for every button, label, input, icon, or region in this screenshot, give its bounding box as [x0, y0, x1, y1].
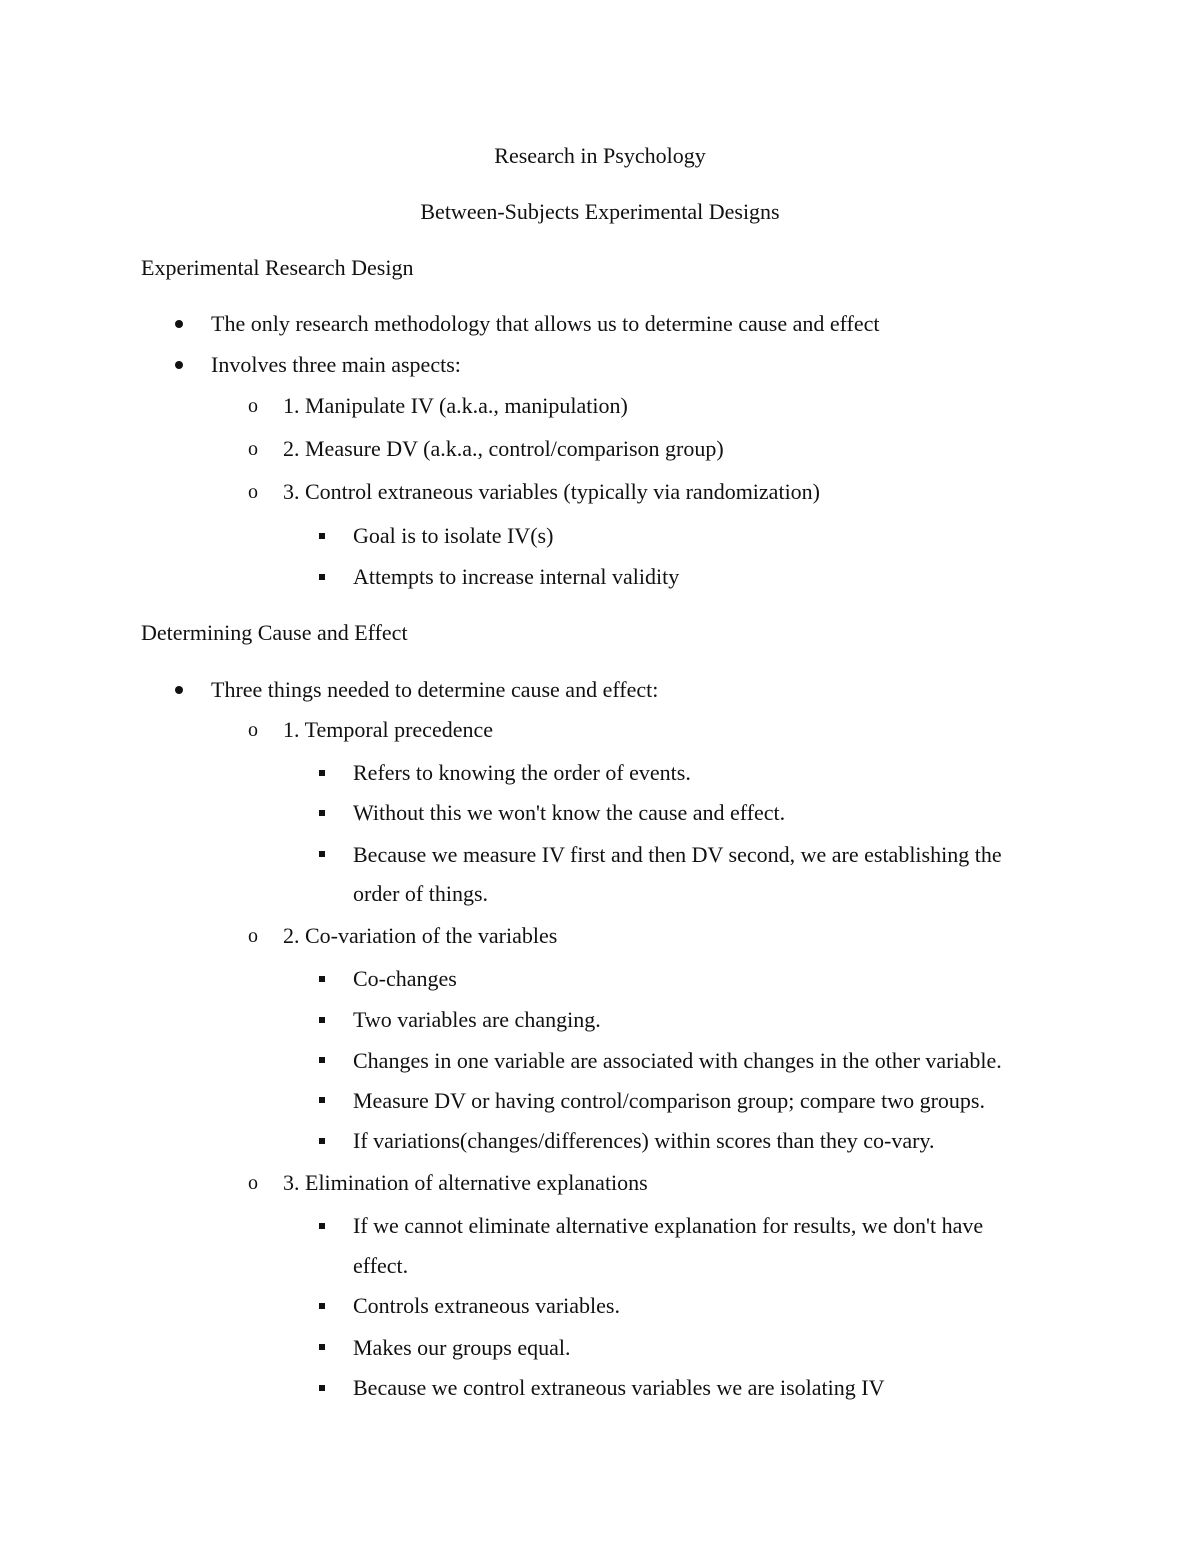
list-item: 3. Elimination of alternative explanations [283, 1170, 648, 1195]
list-item: Co-changes [353, 966, 457, 991]
list-item: 2. Measure DV (a.k.a., control/comparison group) [283, 436, 724, 461]
bullet-square-icon [319, 1138, 325, 1144]
bullet-circle-icon: o [248, 1172, 258, 1194]
bullet-square-icon [319, 1057, 325, 1063]
bullet-circle-icon: o [248, 481, 258, 503]
bullet-circle-icon: o [248, 395, 258, 417]
bullet-square-icon [319, 1303, 325, 1309]
section-heading: Experimental Research Design [141, 255, 414, 280]
bullet-square-icon [319, 1385, 325, 1391]
list-item: Attempts to increase internal validity [353, 564, 680, 589]
bullet-square-icon [319, 770, 325, 776]
bullet-disc-icon [175, 361, 183, 369]
bullet-square-icon [319, 1344, 325, 1350]
bullet-square-icon [319, 533, 325, 539]
list-item: Because we control extraneous variables we are isolating IV [353, 1375, 885, 1400]
list-item: 1. Temporal precedence [283, 717, 493, 742]
list-item-continuation: order of things. [353, 881, 489, 906]
list-item: Changes in one variable are associated with changes in the other variable. [353, 1048, 1002, 1073]
document-subtitle: Between-Subjects Experimental Designs [420, 199, 780, 224]
bullet-square-icon [319, 574, 325, 580]
bullet-square-icon [319, 1223, 325, 1229]
list-item: If variations(changes/differences) within scores than they co-vary. [353, 1128, 935, 1153]
list-item: Measure DV or having control/comparison group; compare two groups. [353, 1088, 985, 1113]
list-item: Three things needed to determine cause and effect: [211, 677, 659, 702]
bullet-circle-icon: o [248, 719, 258, 741]
list-item: Makes our groups equal. [353, 1335, 571, 1360]
list-item: The only research methodology that allows us to determine cause and effect [211, 311, 880, 336]
bullet-square-icon [319, 1017, 325, 1023]
list-item: 2. Co-variation of the variables [283, 923, 558, 948]
bullet-square-icon [319, 1097, 325, 1103]
section-heading: Determining Cause and Effect [141, 620, 408, 645]
list-item: Controls extraneous variables. [353, 1293, 620, 1318]
bullet-circle-icon: o [248, 438, 258, 460]
list-item: If we cannot eliminate alternative explanation for results, we don't have [353, 1213, 984, 1238]
bullet-disc-icon [175, 686, 183, 694]
list-item: Without this we won't know the cause and effect. [353, 800, 786, 825]
list-item: Because we measure IV first and then DV second, we are establishing the [353, 842, 1002, 867]
bullet-square-icon [319, 851, 325, 857]
list-item: 1. Manipulate IV (a.k.a., manipulation) [283, 393, 628, 418]
bullet-square-icon [319, 976, 325, 982]
list-item: Refers to knowing the order of events. [353, 760, 691, 785]
list-item: Goal is to isolate IV(s) [353, 523, 554, 548]
bullet-circle-icon: o [248, 925, 258, 947]
bullet-disc-icon [175, 320, 183, 328]
list-item: Involves three main aspects: [211, 352, 461, 377]
document-title: Research in Psychology [494, 143, 706, 168]
list-item: 3. Control extraneous variables (typically via randomization) [283, 479, 821, 504]
bullet-square-icon [319, 810, 325, 816]
list-item: Two variables are changing. [353, 1007, 601, 1032]
list-item-continuation: effect. [353, 1253, 409, 1278]
